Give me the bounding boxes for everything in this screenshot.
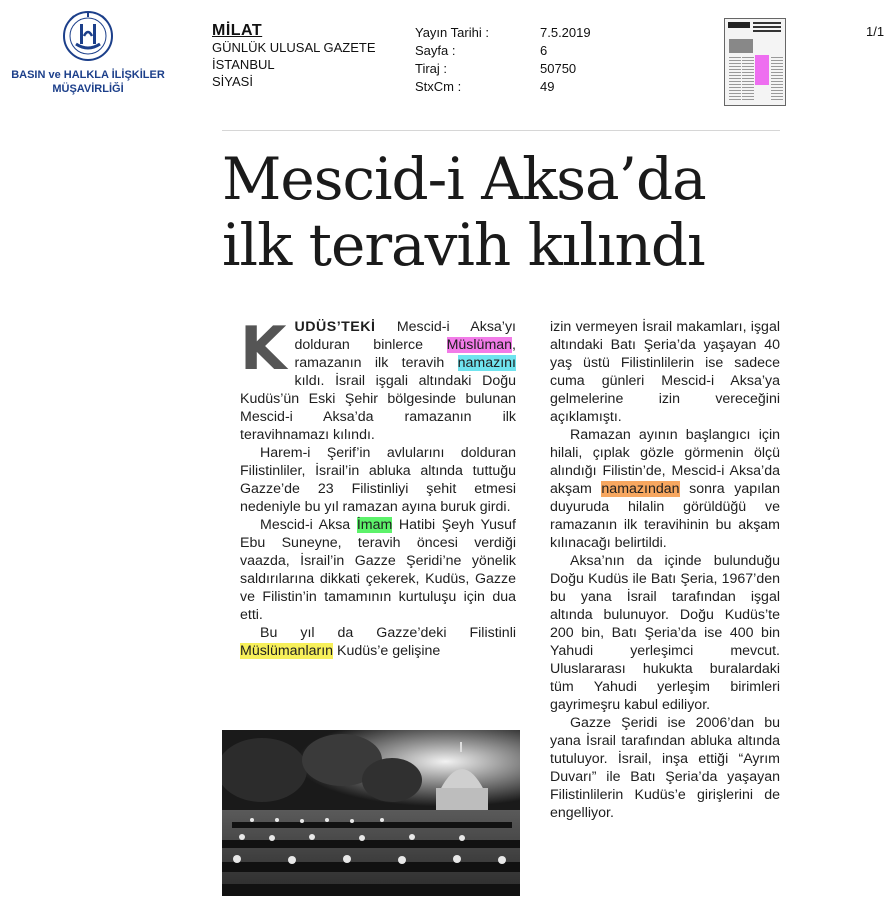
highlight-keyword: namazını bbox=[457, 355, 516, 371]
highlight-keyword: namazından bbox=[601, 481, 680, 497]
paragraph bbox=[550, 426, 780, 552]
publication-city: İSTANBUL bbox=[212, 57, 275, 72]
publication-name: MİLAT bbox=[212, 22, 263, 39]
thumbnail-column bbox=[771, 57, 783, 101]
paragraph: Gazze Şeridi ise 2006’dan bu yana İsrail tarafından abluka altında tutuluyor. İsrail, inşa ettiği “Ayrım Duvarı” ile Batı Şeria’da yaşayan Filistinlilerin Kudüs’e girişlerini de engelliyor. bbox=[550, 715, 780, 821]
value-date: 7.5.2019 bbox=[540, 25, 591, 40]
text-run: sonra yapılan duyuruda hilalin görüldüğü ve ramazanın ilk teravihinin bu akşam kılınacağı belirtildi. bbox=[550, 481, 781, 551]
text-run: Bu yıl da Gazze’deki Filistinli bbox=[260, 625, 516, 641]
label-stxcm: StxCm : bbox=[415, 79, 462, 94]
publication-info bbox=[212, 22, 376, 90]
value-page: 6 bbox=[540, 43, 548, 58]
article-column-1 bbox=[240, 314, 516, 660]
text-run: Mescid-i Aksa bbox=[260, 517, 357, 533]
highlight-keyword: İmam bbox=[356, 517, 393, 533]
thumbnail-column bbox=[742, 57, 754, 101]
page-count: 1/1 bbox=[866, 24, 885, 39]
paragraph bbox=[240, 624, 516, 660]
thumbnail-image bbox=[729, 39, 753, 53]
highlight-keyword: Müslüman bbox=[446, 337, 513, 353]
diyanet-logo-icon bbox=[60, 10, 116, 62]
agency-line2: MÜŞAVİRLİĞİ bbox=[52, 83, 124, 95]
text-run: kıldı. İsrail işgali altındaki Doğu Kudüs’ün Eski Şehir bölgesinde bulunan Mescid-i Aksa’da ramazanın ilk teravihnamazı kılındı. bbox=[240, 373, 516, 443]
agency-line1: BASIN ve HALKLA İLİŞKİLER bbox=[11, 69, 165, 81]
paragraph bbox=[240, 516, 516, 624]
paragraph: izin vermeyen İsrail makamları, işgal altındaki Batı Şeria’da yaşayan 40 yaş üstü Filistinlilerin ise sadece cuma günleri Mescid-i Aksa’ya gelmelerine izin vereceğini açıklamıştı. bbox=[550, 319, 780, 425]
text-run: Mescid-i Aksa’yı dolduran binlerce bbox=[294, 319, 516, 353]
label-date: Yayın Tarihi : bbox=[415, 25, 489, 40]
article-headline bbox=[222, 146, 782, 278]
article-photo bbox=[222, 730, 520, 896]
agency-name bbox=[8, 68, 168, 96]
text-run: Ramazan ayının başlangıcı için hilali, çıplak gözle görmenin ölçü alındığı Filistin’de, Mescid-i Aksa’da akşam bbox=[550, 427, 780, 497]
meta-values bbox=[540, 24, 591, 96]
text-run: , ramazanın ilk teravih bbox=[294, 337, 516, 371]
thumbnail-masthead bbox=[728, 22, 750, 28]
mosque-crowd-photo bbox=[222, 730, 520, 896]
meta-labels bbox=[415, 24, 489, 96]
value-circulation: 50750 bbox=[540, 61, 577, 76]
highlight-keyword: Müslümanların bbox=[240, 643, 334, 659]
drop-cap: K bbox=[240, 314, 287, 384]
paragraph: Harem-i Şerif’in avlularını dolduran Filistinliler, İsrail’in abluka altında tuttuğu Gazze’de 23 Filistinliyi şehit etmesi nedeniyle bu yıl ramazan ayına buruk girdi. bbox=[240, 445, 516, 515]
divider bbox=[222, 130, 780, 131]
publication-section: SİYASİ bbox=[212, 74, 253, 89]
headline-line1: Mescid-i Aksa’da bbox=[222, 145, 706, 213]
label-page: Sayfa : bbox=[415, 43, 456, 58]
thumbnail-article-highlight bbox=[755, 55, 769, 85]
value-stxcm: 49 bbox=[540, 79, 555, 94]
agency-logo-block bbox=[8, 10, 168, 96]
publication-type: GÜNLÜK ULUSAL GAZETE bbox=[212, 40, 376, 55]
thumbnail-title bbox=[753, 22, 781, 34]
text-run: Hatibi Şeyh Yusuf Ebu Suneyne, teravih öncesi verdiği vaazda, İsrail’in Gazze Şeridi’ne yönelik saldırılarına dikkati çekerek, Kudüs, Gazze ve Filistin’in tamamının kurtuluşu için dua etti. bbox=[240, 517, 516, 623]
paragraph: Aksa’nın da içinde bulunduğu Doğu Kudüs ile Batı Şeria, 1967’den bu yana İsrail tarafından işgal altında bulunuyor. Doğu Kudüs’te 200 bin, Batı Şeria’da ise 400 bin Yahudi yerleşimci mevcut. Uluslararası hukukta buralardaki tüm Yahudi yerleşim birimleri gayrimeşru kabul ediliyor. bbox=[550, 553, 780, 713]
thumbnail-column bbox=[729, 57, 741, 101]
lead-word: UDÜS’TEKİ bbox=[294, 319, 376, 335]
text-run: Kudüs’e gelişine bbox=[333, 643, 441, 659]
headline-line2: ilk teravih kılındı bbox=[222, 211, 705, 279]
label-circulation: Tiraj : bbox=[415, 61, 448, 76]
article-column-2 bbox=[550, 318, 780, 822]
page-thumbnail[interactable] bbox=[724, 18, 786, 106]
